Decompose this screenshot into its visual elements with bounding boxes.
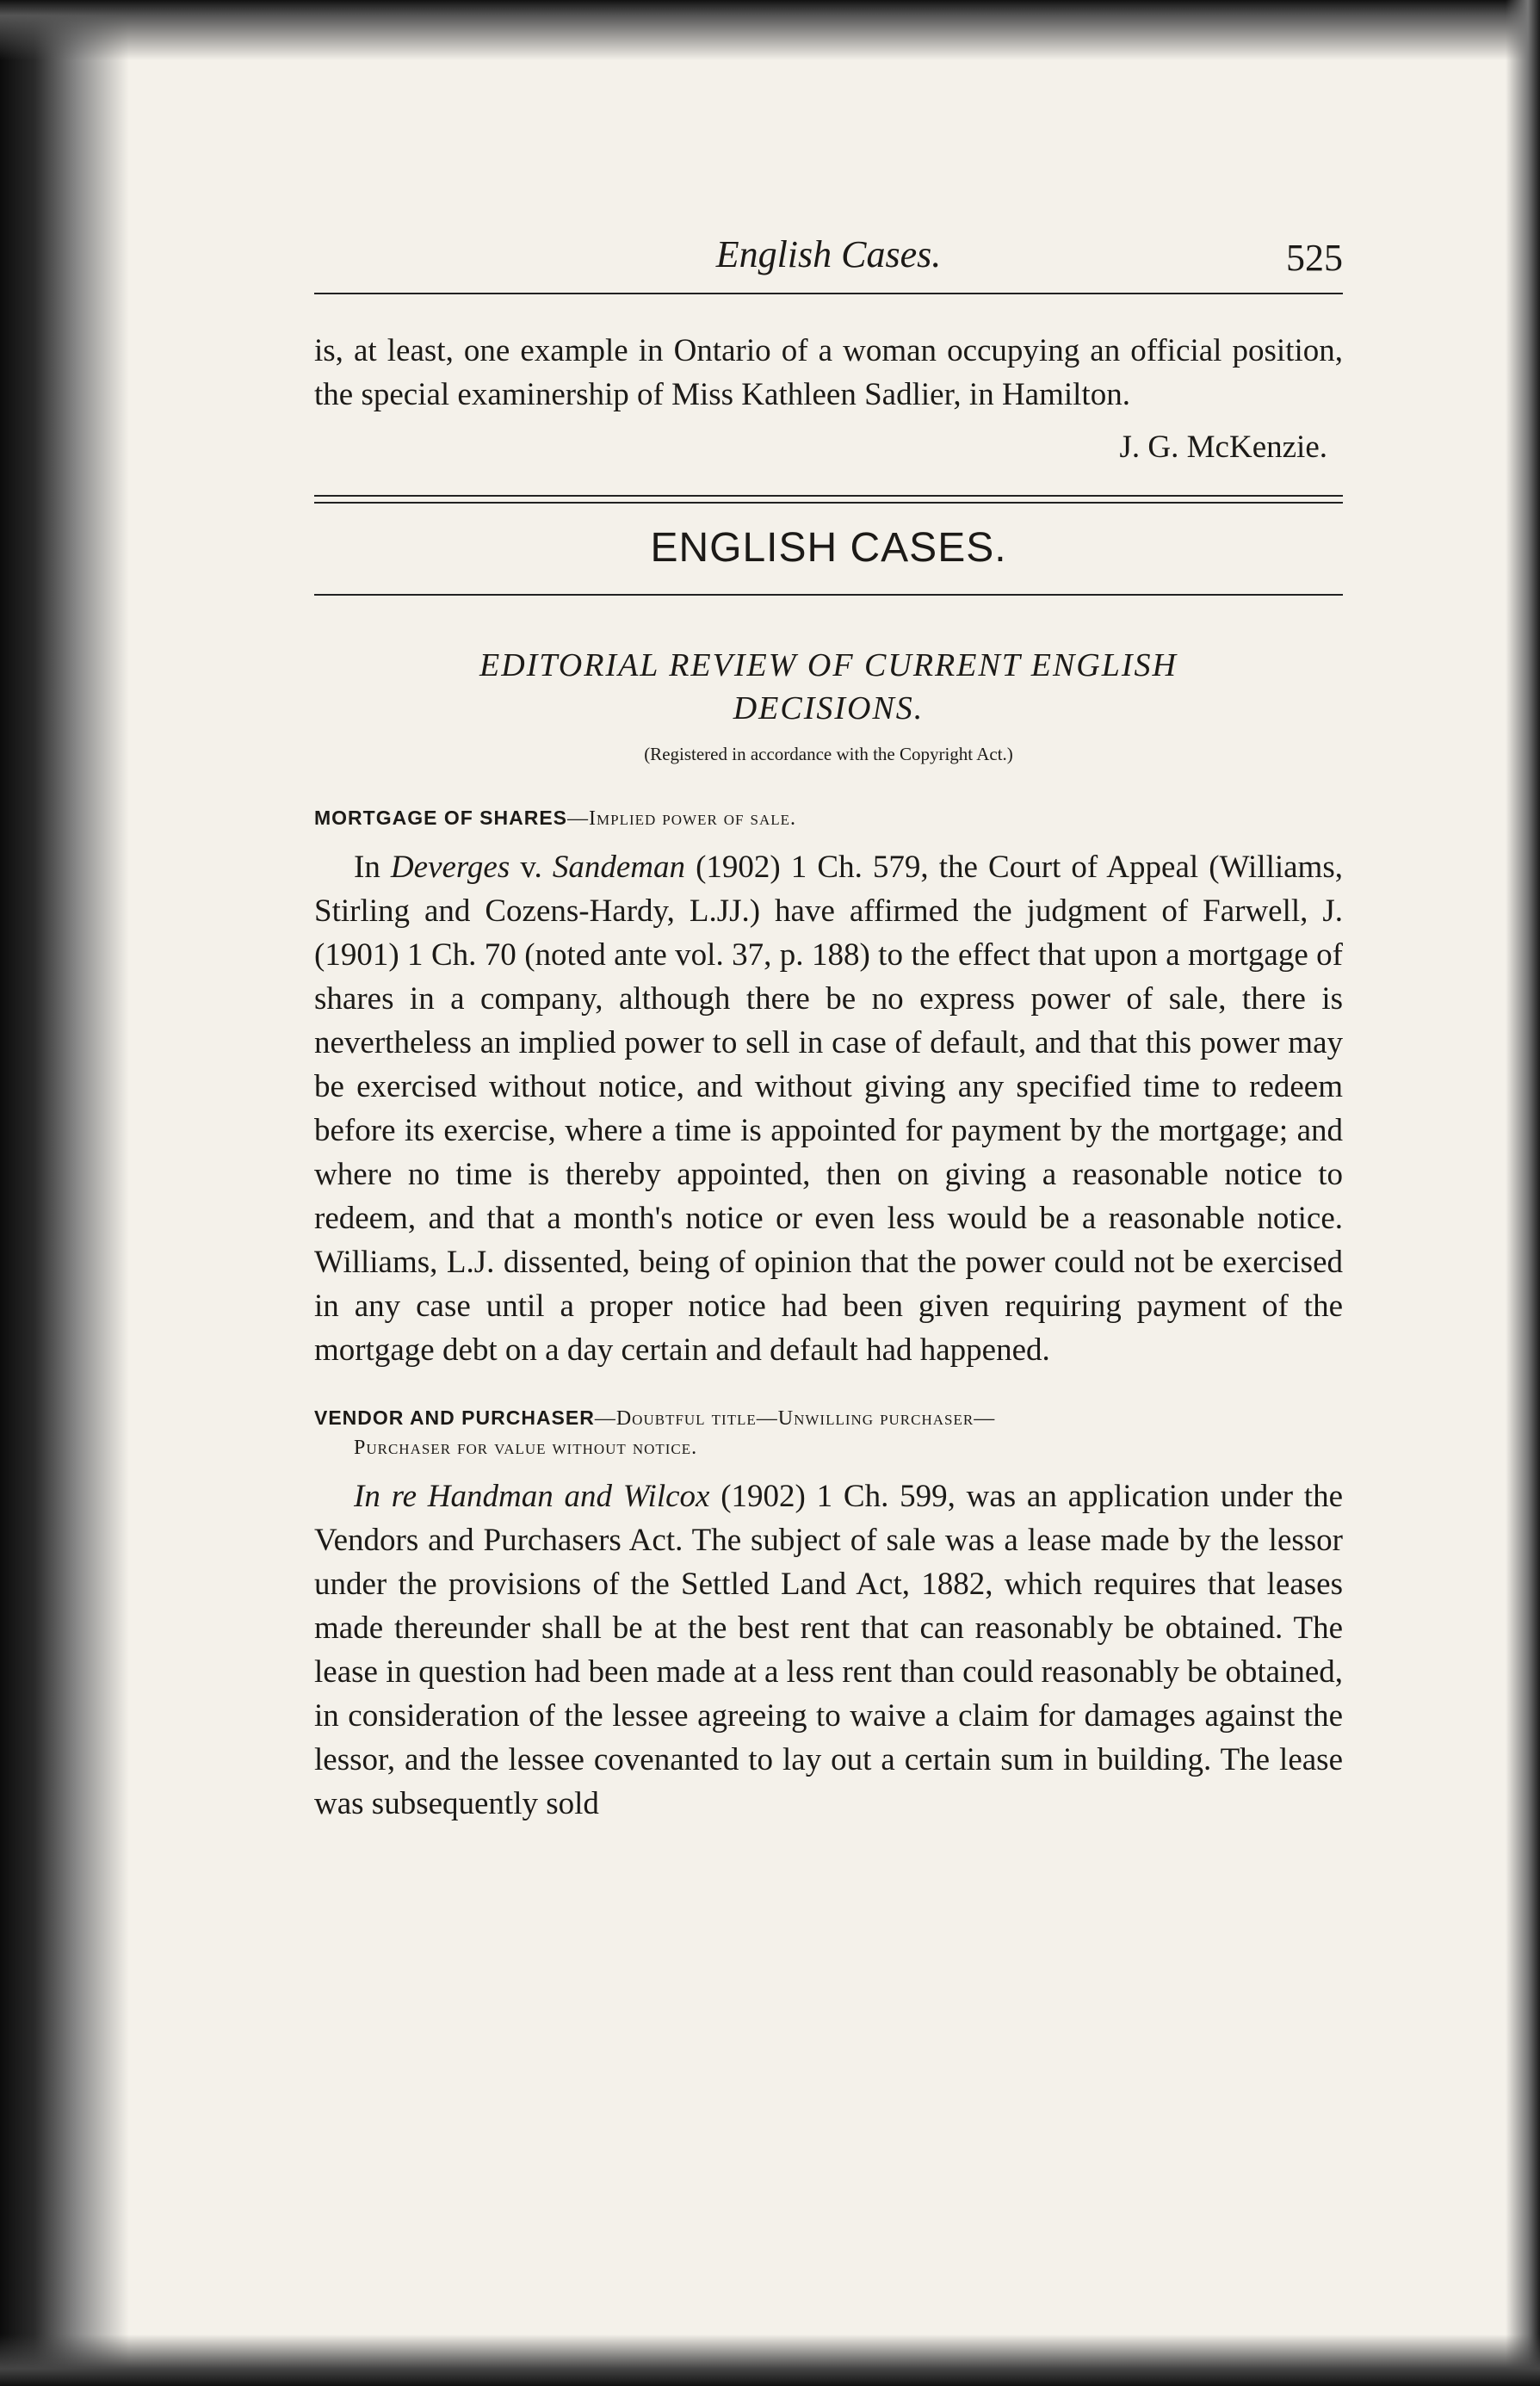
section-double-rule — [314, 495, 1343, 504]
case2-case-name: In re Handman and Wilcox — [354, 1479, 710, 1514]
scan-edge-left — [0, 0, 129, 2386]
subtitle-line-2: DECISIONS. — [733, 690, 925, 726]
case1-party-1: Deverges — [390, 850, 510, 885]
running-header — [314, 232, 1343, 293]
running-title: English Cases. — [715, 233, 942, 275]
page-column — [314, 232, 1343, 1826]
page-number: 525 — [1286, 237, 1343, 279]
case2-subheading-cont: Purchaser for value without notice. — [354, 1437, 698, 1459]
case1-subheading: —Implied power of sale. — [567, 807, 797, 830]
case1-paragraph — [314, 845, 1343, 1372]
case2-headnote — [314, 1403, 1343, 1462]
copyright-notice: (Registered in accordance with the Copyright Act.) — [644, 744, 1013, 764]
scan-edge-right — [1506, 0, 1540, 2386]
scan-edge-top — [0, 0, 1540, 60]
case1-body-intro: In — [354, 850, 391, 885]
case2-subheading: —Doubtful title—Unwilling purchaser— — [594, 1407, 996, 1430]
case1-headnote — [314, 803, 1343, 833]
author-signature: J. G. McKenzie. — [1119, 430, 1327, 465]
subtitle-line-1: EDITORIAL REVIEW OF CURRENT ENGLISH — [479, 647, 1178, 683]
case1-body: (1902) 1 Ch. 579, the Court of Appeal (Williams, Stirling and Cozens-Hardy, L.JJ.) have affirmed the judgment of Farwell, J. (1901) 1 Ch. 70 (noted ante vol. 37, p. 188) to the effect that upon a mortgage of shares in a company, although there be no express power of sale, there is nevertheless an implied power to sell in case of default, and that this power may be exercised without notice, and without giving any specified time to redeem before its exercise, where a time is appointed for payment by the mortgage; and where no time is thereby appointed, then on giving a reasonable notice to redeem, and that a month's notice or even less would be a reasonable notice. Williams, L.J. dissented, being of opinion that the power could not be exercised in any case until a proper notice had been given requiring payment of the mortgage debt on a day certain and default had happened. — [314, 850, 1343, 1368]
case2-body: (1902) 1 Ch. 599, was an application under the Vendors and Purchasers Act. The subject of sale was a lease made by the lessor under the provisions of the Settled Land Act, 1882, which requires that leases made thereunder shall be at the best rent that can reasonably be obtained. The lease in question had been made at a less rent than could reasonably be obtained, in consideration of the lessee agreeing to waive a claim for damages against the lessor, and the lessee covenanted to lay out a certain sum in building. The lease was subsequently sold — [314, 1479, 1343, 1821]
case2-heading: VENDOR AND PURCHASER — [314, 1406, 595, 1429]
case1-party-2: Sandeman — [552, 850, 685, 885]
section-title: ENGLISH CASES. — [650, 525, 1007, 571]
scan-edge-bottom — [0, 2334, 1540, 2386]
case2-paragraph — [314, 1474, 1343, 1826]
case1-heading: MORTGAGE OF SHARES — [314, 807, 568, 829]
section-rule — [314, 594, 1343, 596]
section-subtitle — [314, 644, 1343, 730]
header-rule — [314, 293, 1343, 294]
intro-paragraph: is, at least, one example in Ontario of a woman occupying an official position, the special examinership of Miss Kathleen Sadlier, in Hamilton. — [314, 333, 1343, 412]
case1-versus: v. — [510, 850, 553, 885]
